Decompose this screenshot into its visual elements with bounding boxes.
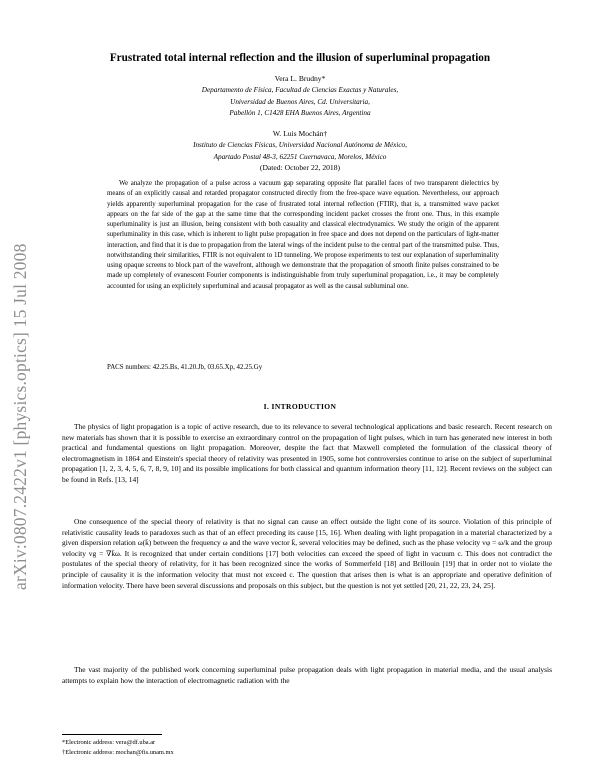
dated-line: (Dated: October 22, 2018) xyxy=(259,163,341,172)
paper-title: Frustrated total internal reflection and the illusion of superluminal propagation xyxy=(109,52,491,64)
arxiv-identifier: arXiv:0807.2422v1 [physics.optics] 15 Jul 2008 xyxy=(10,243,30,590)
author-name: W. Luis Mochán† xyxy=(272,129,328,138)
section-heading: I. INTRODUCTION xyxy=(263,402,337,411)
body-paragraph: The physics of light propagation is a topic of active research, due to its relevance to several technological applications and basic research. Recent research on new materials has shown that it is possible to exercise an extraordinary control on the propagation of light pulses, which in turn has generated new interest in both practical and fundamental questions on light propagation. Moreover, despite the fact that Maxwell completed the formulation of the classical theory of electromagnetism in 1864 and Einstein's special theory of relativity was presented in 1905, some hot controversies continue to arise on the subject of superluminal propagation [1, 2, 3, 4, 5, 6, 7, 8, 9, 10] and its possible implications for both classical and quantum information theory [11, 12]. Recent reviews on the subject can be found in Refs. [13, 14] xyxy=(62,422,552,484)
affiliation-line: Pabellón 1, C1428 EHA Buenos Aires, Argentina xyxy=(229,109,371,117)
body-paragraph: The vast majority of the published work concerning superluminal pulse propagation deals with light propagation in material media, and the usual analysis attempts to explain how the interaction of electromagnetic radiation with the xyxy=(62,665,552,685)
author-affiliation xyxy=(60,140,540,163)
author-name: Vera L. Brudny* xyxy=(274,74,326,83)
affiliation-line: Instituto de Ciencias Físicas, Universidad Nacional Autónoma de México, xyxy=(193,141,407,149)
affiliation-line: Apartado Postal 48-3, 62251 Cuernavaca, Morelos, México xyxy=(213,152,387,161)
pacs-numbers: PACS numbers: 42.25.Bs, 41.20.Jb, 03.65.Xp, 42.25.Gy xyxy=(107,364,263,371)
affiliation-line: Universidad de Buenos Aires, Cd. Universitaria, xyxy=(230,97,370,106)
footnote: *Electronic address: vera@df.uba.ar xyxy=(62,739,156,746)
author-affiliation xyxy=(60,85,540,120)
footnote: †Electronic address: mochan@fis.unam.mx xyxy=(62,749,174,756)
body-paragraph: One consequence of the special theory of relativity is that no signal can cause an effect outside the light cone of its source. Violation of this principle of relativistic causality leads to paradoxes such as that of an effect preceding its cause [15, 16]. When dealing with light propagation in a material characterized by a given dispersion relation ω(k̄) between the frequency ω and the wave vector k̄, several velocities may be defined, such as the phase velocity vφ = ω/k and the group velocity vg = ∇k̄ω. It is recognized that under certain conditions [17] both velocities can exceed the speed of light in vacuum c. This does not contradict the postulates of the special theory of relativity, for it has been recognized since the works of Sommerfeld [18] and Brillouin [19] that in order not to violate the principle of causality it is the information velocity that must not exceed c. The question that arises then is what is an appropriate and operative definition of information velocity. There have been several discussions and proposals on this subject, but the question is not yet settled [20, 21, 22, 23, 24, 25]. xyxy=(62,517,552,590)
affiliation-line: Departamento de Física, Facultad de Ciencias Exactas y Naturales, xyxy=(201,86,399,94)
footnote-rule xyxy=(62,734,162,735)
abstract: We analyze the propagation of a pulse across a vacuum gap separating opposite flat parallel faces of two transparent dielectrics by means of an explicitly causal and retarded propagator constructed directly from the free-space wave equation. Nevertheless, our approach yields apparently superluminal propagation for the case of frustrated total internal reflection (FTIR), that is, a transmitted wave packet appears on the far side of the gap at the same time that the corresponding incident packet crosses the front one. Thus, in this example superluminality is just an illusion, being consistent with both casuality and classical electrodynamics. We study the origin of the apparent superluminality in this case, which is inherent to light pulse propagation in free space and does not depend on the particulars of light-matter interaction, and find that it is due to propagation from the lateral wings of the incident pulse to the central part of the transmitted pulse. Thus, notwithstanding their similarities, FTIR is not equivalent to 1D tunneling. We propose experiments to test our explanation of superluminality using opaque screens to block part of the wavefront, although we demonstrate that the propagation of smooth finite pulses constrained to be made up completely of evanescent Fourier components is indistinguishable from truly superluminal propagation, i.e., it may be completely accounted for using an explicitely superluminal and acausal propagator as well as the causal subluminal one. xyxy=(107,179,499,290)
